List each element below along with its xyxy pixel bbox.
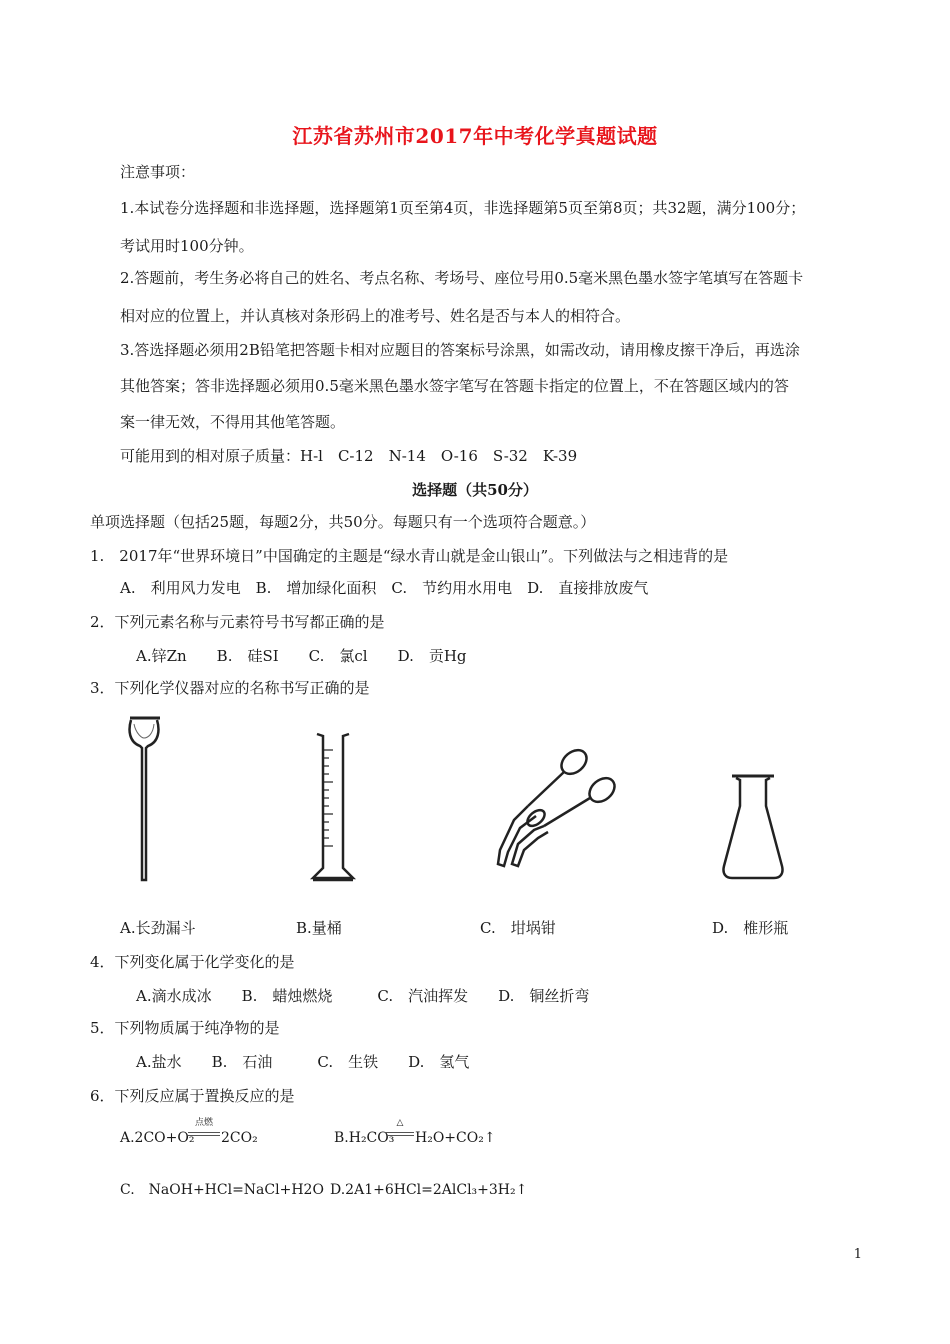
notice-item-2-cont: 相对应的位置上，并认真核对条形码上的准考号、姓名是否与本人的相符合。 (120, 307, 631, 325)
question-2-options: A.锌Zn B. 硅SI C. 氯cl D. 贡Hg (136, 647, 467, 665)
apparatus-label-b: B.量桶 (296, 919, 342, 937)
notice-item-3-cont: 其他答案；答非选择题必须用0.5毫米黑色墨水签字笔写在答题卡指定的位置上，不在答题区域内的答 (120, 377, 789, 395)
graduated-cylinder-icon (305, 730, 361, 886)
reaction-b-condition: △ (396, 1118, 404, 1128)
reaction-a-condition: 点燃 (194, 1118, 213, 1128)
page-number: 1 (853, 1247, 862, 1262)
long-neck-funnel-icon (120, 712, 176, 888)
apparatus-label-a: A.长劲漏斗 (120, 919, 196, 937)
notice-item-3-cont2: 案一律无效，不得用其他笔答题。 (120, 413, 346, 431)
section-intro: 单项选择题（包括25题，每题2分，共50分。每题只有一个选项符合题意。） (90, 513, 596, 531)
question-1-stem: 1. 2017年“世界环境日”中国确定的主题是“绿水青山就是金山银山”。下列做法与之相违背的是 (90, 547, 729, 565)
notice-item-2: 2.答题前，考生务必将自己的姓名、考点名称、考场号、座位号用0.5毫米黑色墨水签字笔填写在答题卡 (120, 269, 804, 287)
reaction-b-arrow-2 (386, 1135, 414, 1136)
notice-item-1: 1.本试卷分选择题和非选择题，选择题第1页至第4页，非选择题第5页至第8页；共32题，满分100分； (120, 199, 806, 217)
atomic-mass-line: 可能用到的相对原子质量：H-l C-12 N-14 O-16 S-32 K-39 (120, 447, 578, 465)
crucible-tongs-icon (490, 740, 626, 874)
reaction-a-arrow-2 (188, 1135, 220, 1136)
reaction-b-products: H₂O+CO₂↑ (415, 1130, 496, 1146)
page-title: 江苏省苏州市2017年中考化学真题试题 (292, 124, 658, 148)
question-6-stem: 6．下列反应属于置换反应的是 (90, 1087, 295, 1105)
question-1-options: A. 利用风力发电 B. 增加绿化面积 C. 节约用水用电 D. 直接排放废气 (120, 579, 649, 597)
question-4-stem: 4．下列变化属于化学变化的是 (90, 953, 295, 971)
conical-flask-icon (718, 770, 788, 882)
apparatus-label-d: D. 椎形瓶 (712, 919, 789, 937)
question-3-stem: 3．下列化学仪器对应的名称书写正确的是 (90, 679, 370, 697)
notice-item-3: 3.答选择题必须用2B铅笔把答题卡相对应题目的答案标号涂黑，如需改动，请用橡皮擦干净后，再选涂 (120, 341, 800, 359)
section-title: 选择题（共50分） (412, 481, 538, 499)
reaction-a-arrow (188, 1132, 220, 1133)
reaction-b-arrow (386, 1132, 414, 1133)
apparatus-label-c: C. 坩埚钳 (480, 919, 556, 937)
question-4-options: A.滴水成冰 B. 蜡烛燃烧 C. 汽油挥发 D. 铜丝折弯 (136, 987, 590, 1005)
question-5-options: A.盐水 B. 石油 C. 生铁 D. 氢气 (136, 1053, 470, 1071)
notice-item-1-cont: 考试用时100分钟。 (120, 237, 254, 255)
question-2-stem: 2．下列元素名称与元素符号书写都正确的是 (90, 613, 385, 631)
question-5-stem: 5．下列物质属于纯净物的是 (90, 1019, 280, 1037)
reaction-b-reactants: B.H₂CO₃ (334, 1130, 395, 1146)
reaction-d: D.2A1+6HCl=2AlCl₃+3H₂↑ (330, 1182, 528, 1198)
reaction-a-reactants: A.2CO+O₂ (120, 1130, 195, 1146)
reaction-c: C. NaOH+HCl=NaCl+H2O (120, 1182, 324, 1198)
reaction-a-products: 2CO₂ (221, 1130, 258, 1146)
notice-heading: 注意事项： (120, 163, 196, 181)
